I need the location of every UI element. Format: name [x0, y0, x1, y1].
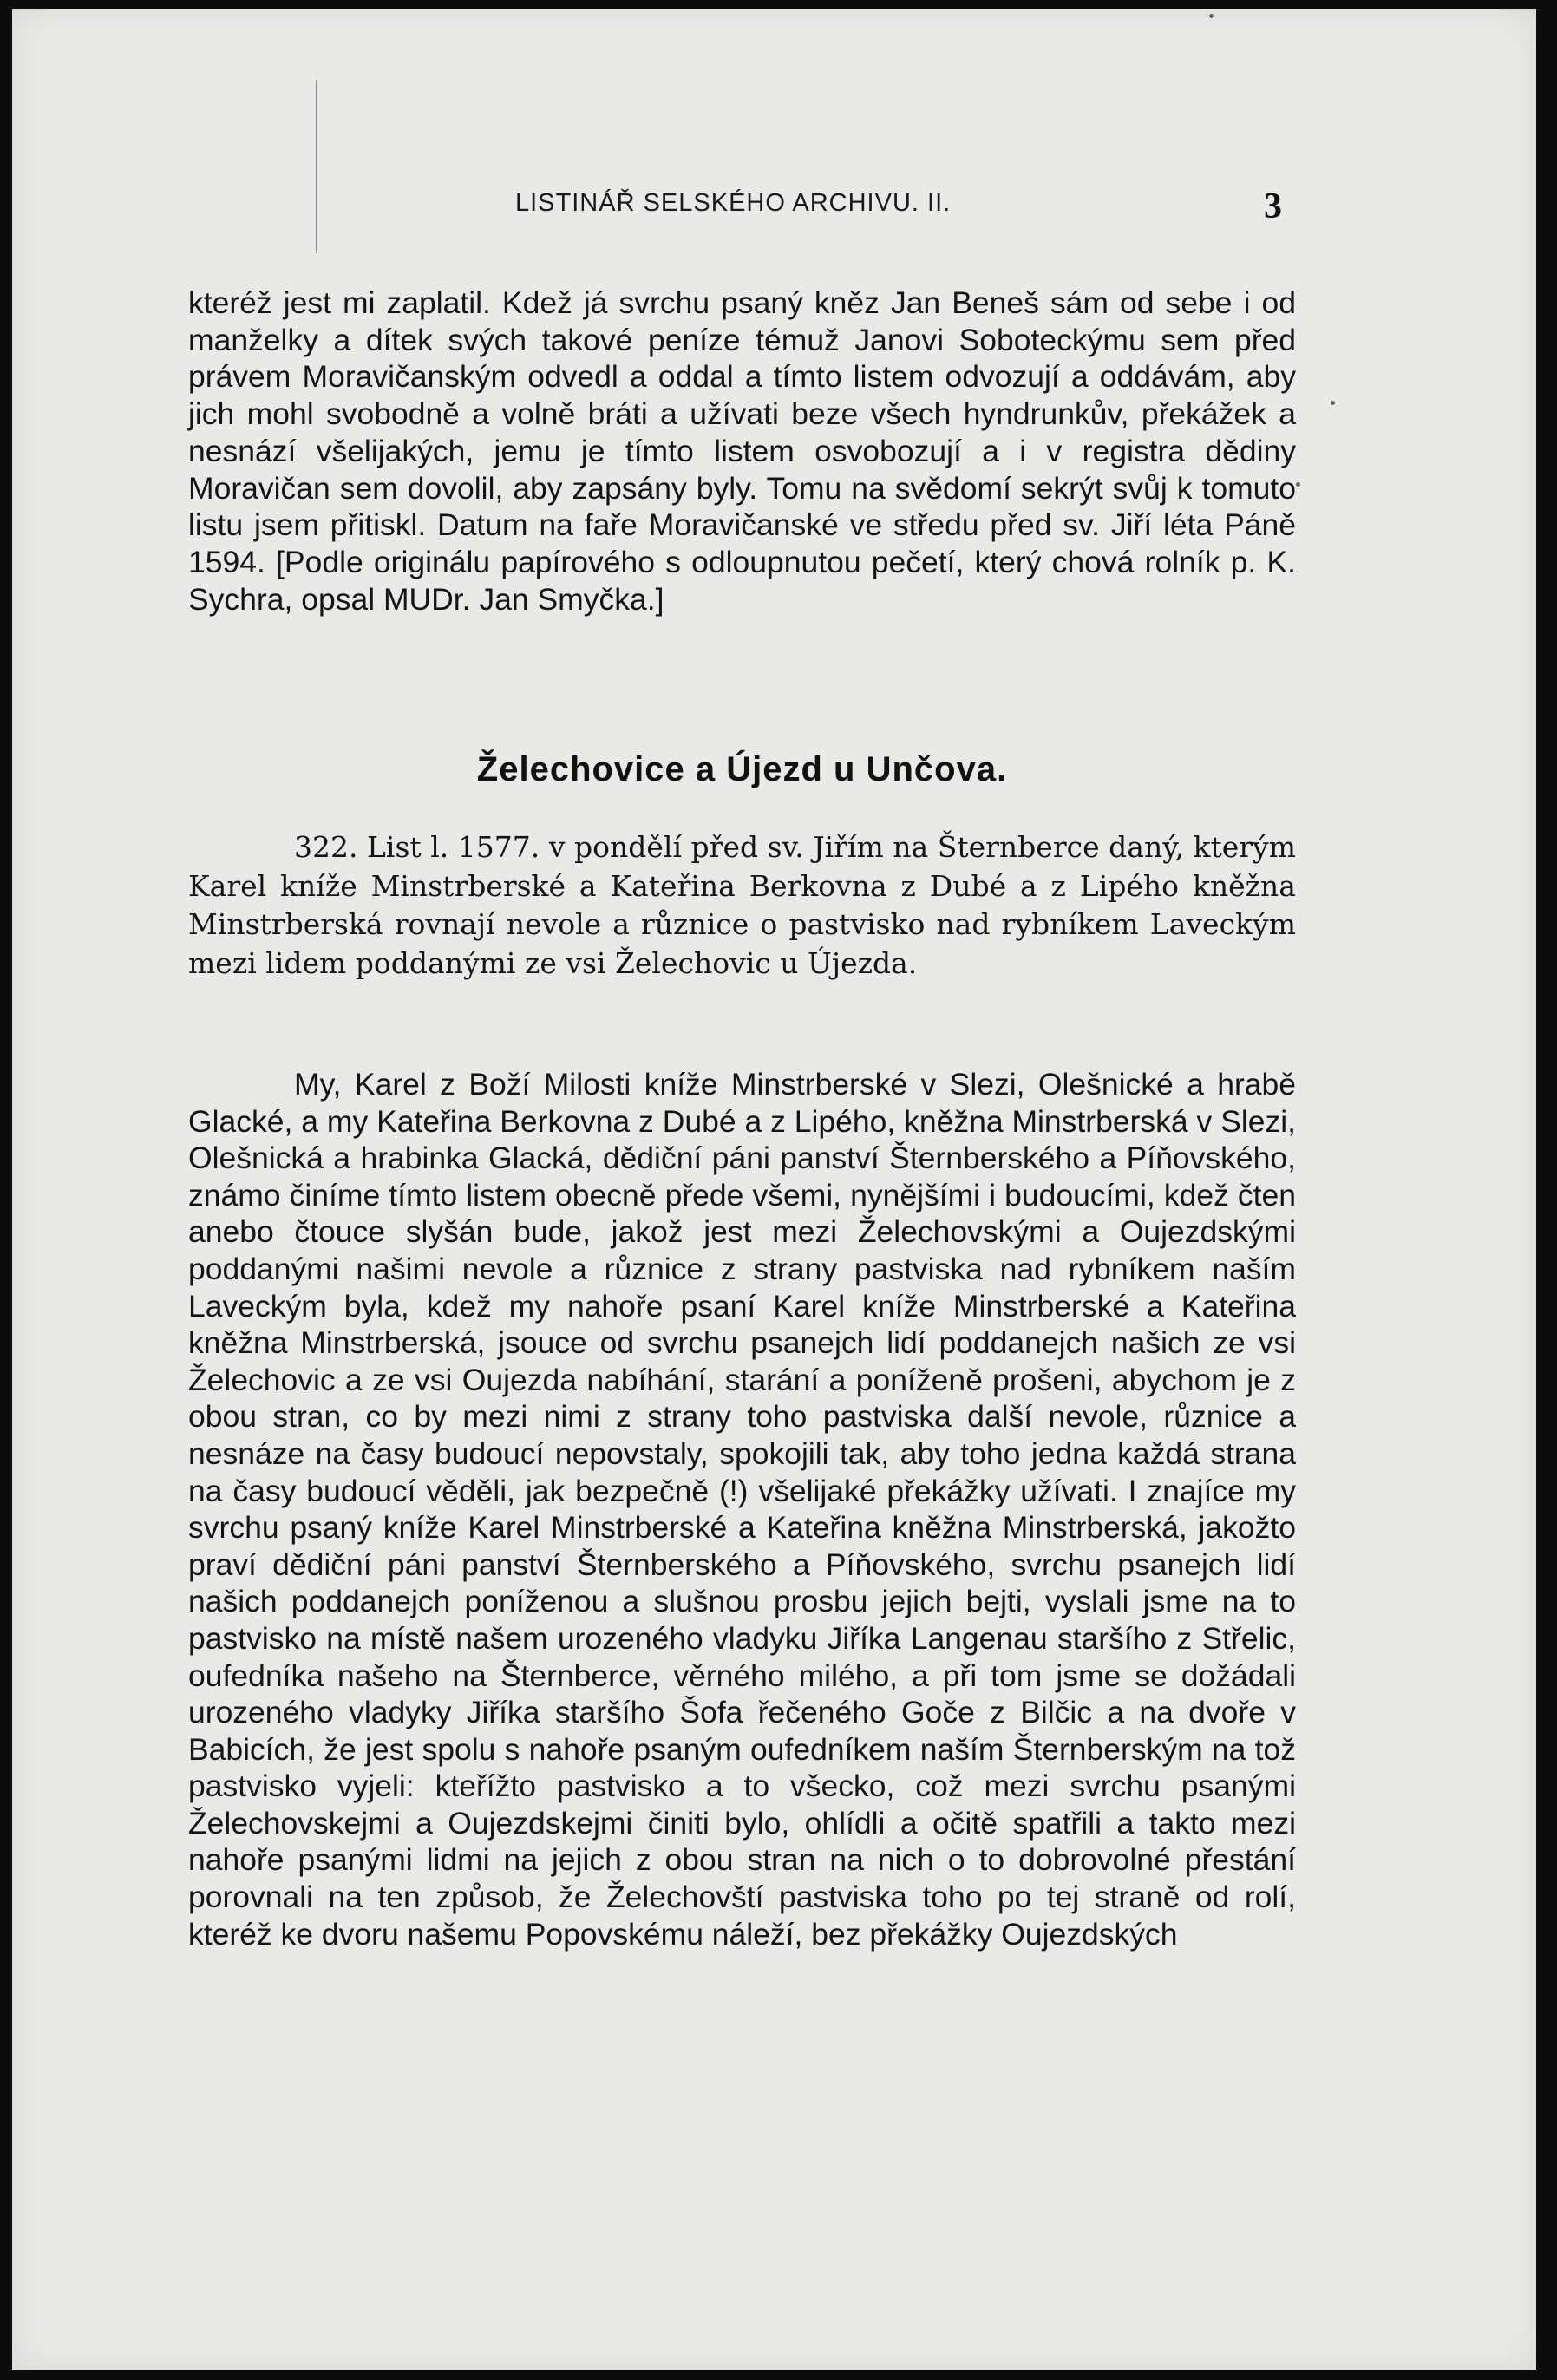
margin-mark — [316, 80, 317, 253]
running-header: LISTINÁŘ SELSKÉHO ARCHIVU. II. — [515, 189, 952, 217]
page-number: 3 — [1264, 186, 1282, 226]
regest-block — [188, 828, 1296, 983]
speck — [1296, 482, 1300, 487]
intro-block — [188, 284, 1296, 618]
document-page — [12, 9, 1536, 2370]
intro-paragraph: kteréž jest mi zaplatil. Kdež já svrchu psaný kněz Jan Beneš sám od sebe i od manželky a dítek svých takové peníze témuž Janovi Soboteckýmu sem před právem Moravičanským odvedl a oddal a tímto listem odvozují a oddávám, aby jich mohl svobodně a volně bráti a užívati beze všech hyndrunkův, překážek a nesnází všelijakých, jemu je tímto listem osvobozují a i v registra dědiny Moravičan sem dovolil, aby zapsány byly. Tomu na svědomí sekrýt svůj k tomuto listu jsem přitiskl. Datum na faře Moravičanské ve středu před sv. Jiří léta Páně 1594. [Podle originálu papírového s odloupnutou pečetí, který chová rolník p. K. Sychra, opsal MUDr. Jan Smyčka.] — [188, 285, 1296, 617]
section-title: Želechovice a Újezd u Unčova. — [476, 750, 1008, 788]
main-text-block — [188, 1066, 1296, 1952]
main-paragraph: My, Karel z Boží Milosti kníže Minstrberské v Slezi, Olešnické a hrabě Glacké, a my Kateřina Berkovna z Dubé a z Lipého, kněžna Minstrberská v Slezi, Olešnická a hrabinka Glacká, dědiční páni panství Šternberského a Píňovského, známo činíme tímto listem obecně přede všemi, nynějšími i budoucími, kdež čten anebo čtouce slyšán bude, jakož jest mezi Želechovskými a Oujezdskými poddanými našimi nevole a různice z strany pastviska nad rybníkem naším Laveckým byla, kdež my nahoře psaní Karel kníže Minstrberské a Kateřina kněžna Minstrberská, jsouce od svrchu psanejch lidí poddanejch našich ze vsi Želechovic a ze vsi Oujezda nabíhání, starání a poníženě prošeni, abychom je z obou stran, co by mezi nimi z strany toho pastviska další nevole, různice a nesnáze na časy budoucí nepovstaly, spokojili tak, aby toho jedna každá strana na časy budoucí věděli, jak bezpečně (!) všelijaké překážky užívati. I znajíce my svrchu psaný kníže Karel Minstrberské a Kateřina kněžna Minstrberská, jakožto praví dědiční páni panství Šternberského a Píňovského, svrchu psanejch lidí našich poddanejch poníženou a slušnou prosbu jejich bejti, vyslali jsme na to pastvisko na místě našem urozeného vladyku Jiříka Langenau staršího z Střelic, oufedníka našeho na Šternberce, věrného milého, a při tom jsme se dožádali urozeného vladyky Jiříka staršího Šofa řečeného Goče z Bilčic a na dvoře v Babicích, že jest spolu s nahoře psaným oufedníkem naším Šternberským na tož pastvisko vyjeli: kteřížto pastvisko a to všecko, což mezi svrchu psanými Želechovskejmi a Oujezdskejmi činiti bylo, ohlídli a očitě spatřili a takto mezi nahoře psanými lidmi na jejich z obou stran na nich o to dobrovolné přestání porovnali na ten způsob, že Želechovští pastviska toho po tej straně od rolí, kteréž ke dvoru našemu Popovskému náleží, bez překážky Oujezdských — [188, 1067, 1296, 1952]
speck — [1331, 401, 1335, 405]
regest-paragraph: 322. List l. 1577. v pondělí před sv. Jiřím na Šternberce daný, kterým Karel kníže Minstrberské a Kateřina Berkovna z Dubé a z Lipého kněžna Minstrberská rovnají nevole a různice o pastvisko nad rybníkem Laveckým mezi lidem poddanými ze vsi Želechovic u Újezda. — [188, 830, 1296, 980]
speck — [1209, 14, 1214, 18]
